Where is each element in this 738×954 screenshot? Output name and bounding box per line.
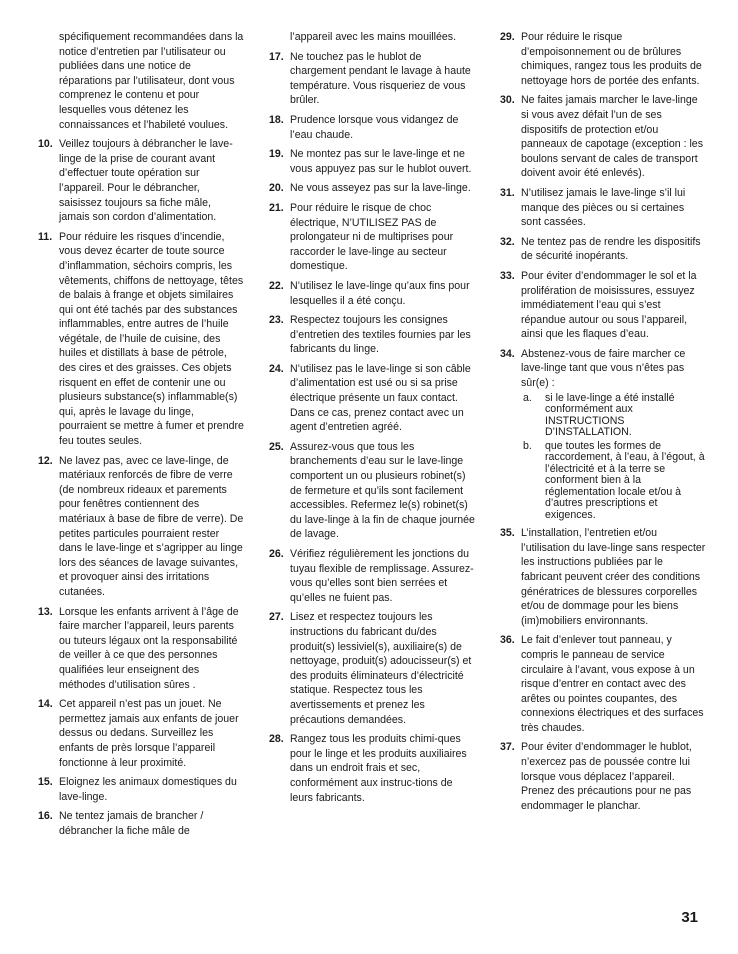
list-item xyxy=(500,740,706,813)
list-item xyxy=(500,186,706,230)
item-number: 19. xyxy=(269,148,284,161)
list-item xyxy=(500,526,706,628)
item-number: 35. xyxy=(500,527,515,540)
item-text: N’utilisez le lave-linge qu’aux fins pour lesquelles il a été conçu. xyxy=(290,279,470,307)
list-item xyxy=(500,235,706,264)
item-text: Cet appareil n’est pas un jouet. Ne permettez jamais aux enfants de jouer dessus ou dedans. Surveillez les enfants de près lorsque l’appareil fonctionne à leur proximité. xyxy=(59,698,239,769)
item-text: Pour éviter d’endommager le sol et la prolifération de moisissures, essuyez immédiatement l’eau qui s’est répandue autour ou sous l’appareil, ainsi que les flaques d’eau. xyxy=(521,269,697,341)
item-number: 28. xyxy=(269,733,284,746)
column-right xyxy=(500,30,706,818)
safety-list-middle xyxy=(269,50,475,806)
item-text: Pour réduire le risque de choc électrique, N’UTILISEZ PAS de prolongateur ni de multiprises pour raccorder le lave-linge au secteur domestique. xyxy=(290,201,454,273)
list-item xyxy=(269,113,475,142)
item-number: 33. xyxy=(500,269,515,282)
item-number: 17. xyxy=(269,50,284,63)
item-text: Veillez toujours à débrancher le lave-linge de la prise de courant avant d’effectuer toute opération sur l’appareil. Pour le débrancher, saisissez toujours sa fiche mâle, jamais son cordon d’alimentation. xyxy=(59,138,233,224)
item-number: 31. xyxy=(500,186,515,199)
list-item xyxy=(38,697,244,770)
item-text: Ne tentez jamais de brancher / débrancher la fiche mâle de xyxy=(59,810,204,837)
item-text: Lorsque les enfants arrivent à l’âge de faire marcher l’appareil, leurs parents ou tuteurs légaux ont la responsabilité de veiller à ce que des personnes qualifiées leur enseignent des méthodes d’utilisation sûres . xyxy=(59,605,239,691)
item-number: 34. xyxy=(500,347,515,360)
list-item xyxy=(500,633,706,735)
list-item xyxy=(269,279,475,308)
list-item-34 xyxy=(500,347,706,521)
item-text: Prudence lorsque vous vidangez de l’eau chaude. xyxy=(290,113,459,141)
item-number: 30. xyxy=(500,94,515,107)
item-text: Ne tentez pas de rendre les dispositifs de sécurité inopérants. xyxy=(521,235,701,263)
list-item xyxy=(38,137,244,225)
list-item xyxy=(269,732,475,805)
item-number: 32. xyxy=(500,235,515,248)
item-number: 21. xyxy=(269,201,284,214)
item-text: Lisez et respectez toujours les instructions du fabricant du/des produit(s) lessiviel(s), auxiliaire(s) de nettoyage, produit(s) adoucisseur(s) et des produits éliminateurs d’électricité statique. Respectez tous les avertissements et prenez les précautions demandées. xyxy=(290,611,472,726)
list-item xyxy=(38,230,244,449)
item-text: Pour éviter d’endommager le hublot, n’exercez pas de poussée contre lui lorsque vous déplacez l’appareil. Prenez des précautions pour ne pas endommager le planchar. xyxy=(521,741,692,812)
item-text: Eloignez les animaux domestiques du lave-linge. xyxy=(59,776,237,803)
list-item xyxy=(269,147,475,176)
item-text: Assurez-vous que tous les branchements d’eau sur le lave-linge comportent un ou plusieurs robinet(s) de fermeture et qu’ils sont facilement accessibles. Refermez le(s) robinet(s) du lave-linge à la fin de chaque journée de lavage. xyxy=(290,440,475,541)
item-text: N’utilisez pas le lave-linge si son câble d’alimentation est usé ou si sa prise électrique présente un faux contact. Dans ce cas, prenez contact avec un agent d’entretien agréé. xyxy=(290,362,471,434)
list-item xyxy=(269,50,475,108)
item-number: 29. xyxy=(500,31,515,43)
continued-text-body: spécifiquement recommandées dans la notice d’entretien par l’utilisateur ou publiées dans une notice de réparations par l’utilisateur, dont vous comprenez le contenu et pour lesquelles vous détenez les connaissances et l’habileté voulues. xyxy=(59,31,244,131)
list-item xyxy=(269,201,475,274)
sub-item-letter: b. xyxy=(523,439,532,452)
item-number: 13. xyxy=(38,605,53,618)
item-number: 36. xyxy=(500,634,515,647)
sub-item-letter: a. xyxy=(523,391,532,404)
item-text: Ne touchez pas le hublot de chargement pendant le lavage à haute température. Vous risqueriez de vous brûler. xyxy=(290,50,471,107)
list-item xyxy=(269,440,475,542)
item-number: 23. xyxy=(269,314,284,327)
list-item xyxy=(269,610,475,727)
item-text: N’utilisez jamais le lave-linge s’il lui manque des pièces ou si certaines sont cassées. xyxy=(521,186,686,229)
item-text: Pour réduire les risques d’incendie, vous devez écarter de toute source d’inflammation, séchoirs compris, les vêtements, chiffons de nettoyage, têtes de balais à frange et objets similaires qui ont été tachés par des substances inflammables, entre autres de l’huile végétale, de l’huile de cuisine, des huiles et distillats à base de pétrole, des cires et des graisses. Ces objets risquent en effet de contenir une ou plusieurs substance(s) inflammable(s) qui, après le lavage du linge, pourraient se mettre à fumer et prendre feu toutes seules. xyxy=(59,230,244,448)
item-number: 11. xyxy=(38,230,53,243)
item-number: 14. xyxy=(38,698,53,711)
item-text: Ne vous asseyez pas sur la lave-linge. xyxy=(290,182,471,195)
continued-text-body: l’appareil avec les mains mouillées. xyxy=(290,31,457,43)
list-item xyxy=(38,775,244,804)
sub-item-text: si le lave-linge a été installé conformément aux INSTRUCTIONS D’INSTALLATION. xyxy=(545,391,675,439)
item-text: Le fait d’enlever tout panneau, y compris le panneau de service circulaire à l’avant, vous expose à un risque d’entrer en contact avec des arêtes ou pointes coupantes, des connexions électriques et des surfaces très chaudes. xyxy=(521,634,704,734)
item-number: 12. xyxy=(38,454,53,467)
item-number: 10. xyxy=(38,138,53,151)
item-number: 16. xyxy=(38,810,53,823)
item-number: 37. xyxy=(500,741,515,754)
item-text: Ne lavez pas, avec ce lave-linge, de matériaux renforcés de fibre de verre (de nombreux rideaux et parements pour fenêtres contiennent des matériaux à base de fibre de verre). De petites particules pourraient rester dans le lave-linge et s’agripper au linge lors des séances de lavage suivantes, et provoquer ainsi des irritations cutanées. xyxy=(59,454,244,598)
column-left xyxy=(38,30,244,843)
list-item xyxy=(269,362,475,435)
item-number: 25. xyxy=(269,440,284,453)
list-item xyxy=(500,93,706,181)
list-item xyxy=(269,547,475,605)
list-item xyxy=(269,313,475,357)
item-text: Pour réduire le risque d’empoisonnement ou de brûlures chimiques, rangez tous les produits de nettoyage hors de portée des enfants. xyxy=(521,31,702,87)
item-number: 26. xyxy=(269,548,284,560)
item-text: Abstenez-vous de faire marcher ce lave-linge tant que vous n’êtes pas sûr(e) : xyxy=(521,347,686,390)
item-text: Vérifiez régulièrement les jonctions du tuyau flexible de remplissage. Assurez-vous qu’elles sont bien serrées et qu’elles ne fuient pas. xyxy=(290,548,474,604)
item-number: 24. xyxy=(269,362,284,375)
item-number: 15. xyxy=(38,776,53,789)
item-number: 20. xyxy=(269,182,284,195)
sub-list xyxy=(521,393,706,522)
safety-list-right-continued xyxy=(500,526,706,813)
list-item xyxy=(500,269,706,342)
list-item xyxy=(38,605,244,693)
list-item xyxy=(269,181,475,196)
safety-list-right xyxy=(500,30,706,342)
item-text: Rangez tous les produits chimi-ques pour le linge et les produits auxiliaires dans un endroit frais et sec, conformément aux instruc-tions de leurs fabricants. xyxy=(290,733,467,804)
item-text: Ne montez pas sur le lave-linge et ne vous appuyez pas sur le hublot ouvert. xyxy=(290,148,472,175)
sub-item-a xyxy=(521,393,706,439)
item-text: Respectez toujours les consignes d’entretien des textiles fournies par les fabricants du linge. xyxy=(290,314,471,356)
item-text: L’installation, l’entretien et/ou l’utilisation du lave-linge sans respecter les instructions publiées par le fabricant peuvent créer des conditions génératrices de blessures corporelles et/ou de dommage pour les biens (im)mobiliers environnants. xyxy=(521,527,706,627)
column-middle xyxy=(269,30,475,810)
safety-list-left xyxy=(38,137,244,838)
page-number: 31 xyxy=(681,909,698,926)
list-item xyxy=(500,30,706,88)
sub-item-b xyxy=(521,441,706,522)
list-item xyxy=(38,809,244,838)
continued-text xyxy=(269,30,475,45)
item-number: 22. xyxy=(269,279,284,292)
continued-text xyxy=(38,30,244,132)
item-number: 18. xyxy=(269,113,284,126)
sub-item-text: que toutes les formes de raccordement, à l’eau, à l’égout, à l’électricité et à la terre se conforment bien à la réglementation locale et/ou à d’autres prescriptions et exigences. xyxy=(545,439,705,521)
item-text: Ne faites jamais marcher le lave-linge si vous avez défait l’un de ses dispositifs de protection et/ou panneaux de capotage (exception : les boulons servant de cales de transport doivent avoir été enlevés). xyxy=(521,94,703,180)
list-item xyxy=(38,454,244,600)
item-number: 27. xyxy=(269,611,284,624)
